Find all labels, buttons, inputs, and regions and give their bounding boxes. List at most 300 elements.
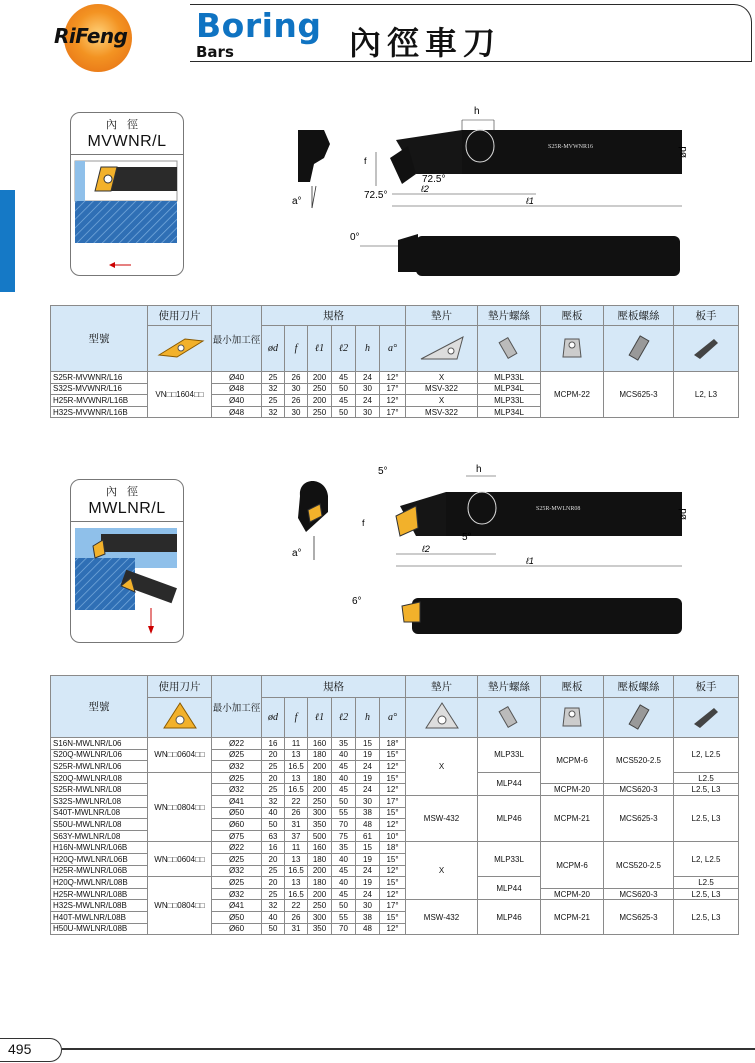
bar-body <box>446 492 682 536</box>
spec-cell: 32 <box>262 383 285 395</box>
spec-cell: 13 <box>285 853 308 865</box>
spec-cell: MSV-322 <box>406 406 478 418</box>
logo-text: RiFeng <box>54 24 128 48</box>
spec-cell: 24 <box>356 395 380 407</box>
spec-cell: Ø50 <box>212 807 262 819</box>
spec-cell: 50 <box>332 383 356 395</box>
spec-cell: MLP34L <box>478 406 541 418</box>
spec-cell: 40 <box>262 911 285 923</box>
boring-diagram-icon <box>71 155 184 273</box>
model-cell: H20Q-MWLNR/L06B <box>51 853 148 865</box>
boring-diagram-icon <box>71 522 184 640</box>
spec-cell: 200 <box>308 395 332 407</box>
table-row <box>51 842 739 854</box>
card-code: MVWNR/L <box>87 133 167 150</box>
clamp-cell: MCPM-22 <box>541 372 604 418</box>
spec-cell: 25 <box>262 761 285 773</box>
col-min-bore: 最小加工徑 <box>212 676 262 738</box>
spec-cell: 15° <box>380 749 406 761</box>
spec-cell: MLP33L <box>478 395 541 407</box>
spec-cell: 30 <box>356 406 380 418</box>
model-cell: H25R-MWLNR/L08B <box>51 888 148 900</box>
shim-icon <box>406 698 478 738</box>
spec-cell: 30 <box>285 406 308 418</box>
clamp-screw-cell: MCS625-3 <box>604 372 674 418</box>
spec-cell: 11 <box>285 842 308 854</box>
spec-cell: 16.5 <box>285 761 308 773</box>
spec-cell: 35 <box>332 842 356 854</box>
clamp-screw-cell: MCS625-3 <box>604 900 674 935</box>
spec-cell: 20 <box>262 877 285 889</box>
spec-cell: 25 <box>262 372 285 384</box>
clamp-cell: MCPM-6 <box>541 842 604 888</box>
col-shim-screw: 墊片螺絲 <box>478 676 541 698</box>
spec-cell: 15° <box>380 911 406 923</box>
col-clamp-screw: 壓板螺絲 <box>604 676 674 698</box>
spec-cell: 11 <box>285 738 308 750</box>
model-cell: H25R-MWLNR/L06B <box>51 865 148 877</box>
spec-cell: 18° <box>380 738 406 750</box>
model-cell: H32S-MWLNR/L08B <box>51 900 148 912</box>
shim-screw-cell: MLP44 <box>478 877 541 900</box>
title-sub: Bars <box>196 43 234 61</box>
spec-cell: 17° <box>380 383 406 395</box>
spec-cell: 12° <box>380 819 406 831</box>
spec-cell: 70 <box>332 819 356 831</box>
spec-cell: 20 <box>262 772 285 784</box>
spec-cell: 200 <box>308 888 332 900</box>
sym-d: ød <box>262 698 285 738</box>
angle-a-label: a° <box>292 548 302 559</box>
spec-cell: 12° <box>380 865 406 877</box>
dim-h-label: h <box>474 106 480 117</box>
section-tab <box>0 190 15 292</box>
mvwnr-card <box>70 112 184 276</box>
spec-cell: 50 <box>262 923 285 935</box>
wrench-cell: L2.5, L3 <box>674 795 739 841</box>
end-view-icon <box>298 481 328 560</box>
spec-cell: 160 <box>308 738 332 750</box>
dim-l1-label: ℓ1 <box>526 196 534 206</box>
col-spec: 規格 <box>262 306 406 326</box>
spec-cell: Ø60 <box>212 923 262 935</box>
spec-cell: 17° <box>380 406 406 418</box>
sym-l1: ℓ1 <box>308 326 332 372</box>
spec-cell: 30 <box>356 900 380 912</box>
clamp-cell: MCPM-21 <box>541 795 604 841</box>
spec-cell: 37 <box>285 830 308 842</box>
col-spec: 規格 <box>262 676 406 698</box>
spec-cell: 50 <box>332 406 356 418</box>
spec-cell: 40 <box>262 807 285 819</box>
spec-cell: Ø40 <box>212 372 262 384</box>
shim-cell: X <box>406 842 478 900</box>
mwlnr-card <box>70 479 184 643</box>
spec-cell: Ø22 <box>212 842 262 854</box>
angle-zero-label: 0° <box>350 232 360 243</box>
spec-cell: 75 <box>332 830 356 842</box>
spec-cell: 45 <box>332 372 356 384</box>
model-cell: H20Q-MWLNR/L08B <box>51 877 148 889</box>
spec-cell: Ø25 <box>212 772 262 784</box>
spec-cell: 40 <box>332 853 356 865</box>
spec-cell: 19 <box>356 877 380 889</box>
sym-l1: ℓ1 <box>308 698 332 738</box>
col-insert: 使用刀片 <box>148 306 212 326</box>
clamp-cell: MCPM-21 <box>541 900 604 935</box>
spec-cell: 24 <box>356 784 380 796</box>
model-cell: S20Q-MWLNR/L08 <box>51 772 148 784</box>
col-shim: 墊片 <box>406 676 478 698</box>
clamp-screw-icon <box>604 698 674 738</box>
dim-h-label: h <box>476 464 482 475</box>
model-cell: H16N-MWLNR/L06B <box>51 842 148 854</box>
model-cell: S25R-MVWNR/L16 <box>51 372 148 384</box>
angle1-label: 5° <box>378 466 388 477</box>
sym-f: f <box>285 698 308 738</box>
spec-cell: 55 <box>332 911 356 923</box>
spec-cell: 200 <box>308 372 332 384</box>
clamp-screw-icon <box>604 326 674 372</box>
spec-cell: 22 <box>285 900 308 912</box>
model-cell: S16N-MWLNR/L06 <box>51 738 148 750</box>
wrench-cell: L2, L2.5 <box>674 842 739 877</box>
col-min-bore: 最小加工徑 <box>212 306 262 372</box>
spec-cell: 30 <box>356 795 380 807</box>
spec-cell: 40 <box>332 772 356 784</box>
spec-cell: 180 <box>308 749 332 761</box>
spec-cell: 12° <box>380 923 406 935</box>
spec-cell: 20 <box>262 853 285 865</box>
spec-cell: Ø25 <box>212 749 262 761</box>
spec-cell: 200 <box>308 761 332 773</box>
spec-cell: 13 <box>285 877 308 889</box>
spec-cell: X <box>406 372 478 384</box>
spec-cell: Ø32 <box>212 888 262 900</box>
spec-cell: 48 <box>356 923 380 935</box>
wrench-icon <box>674 326 739 372</box>
spec-cell: 25 <box>262 888 285 900</box>
spec-cell: 45 <box>332 888 356 900</box>
spec-cell: Ø32 <box>212 865 262 877</box>
spec-cell: 12° <box>380 888 406 900</box>
spec-cell: 10° <box>380 830 406 842</box>
spec-cell: 250 <box>308 795 332 807</box>
model-cell: S32S-MWLNR/L08 <box>51 795 148 807</box>
shim-screw-cell: MLP46 <box>478 795 541 841</box>
shim-screw-cell: MLP46 <box>478 900 541 935</box>
col-clamp-screw: 壓板螺絲 <box>604 306 674 326</box>
spec-cell: 70 <box>332 923 356 935</box>
model-cell: H25R-MVWNR/L16B <box>51 395 148 407</box>
model-cell: S20Q-MWLNR/L06 <box>51 749 148 761</box>
spec-cell: 180 <box>308 877 332 889</box>
spec-cell: MLP33L <box>478 372 541 384</box>
model-cell: S32S-MVWNR/L16 <box>51 383 148 395</box>
clamp-screw-cell: MCS620-3 <box>604 784 674 796</box>
spec-cell: 500 <box>308 830 332 842</box>
card-header <box>71 113 183 155</box>
spec-cell: Ø50 <box>212 911 262 923</box>
bar-engraving: S25R-MVWNR16 <box>548 144 594 150</box>
clamp-icon <box>541 698 604 738</box>
card-code: MWLNR/L <box>88 500 166 517</box>
spec-cell: Ø22 <box>212 738 262 750</box>
spec-cell: 300 <box>308 807 332 819</box>
wrench-cell: L2, L2.5 <box>674 738 739 773</box>
spec-cell: 250 <box>308 900 332 912</box>
clamp-screw-cell: MCS625-3 <box>604 795 674 841</box>
spec-cell: 15° <box>380 877 406 889</box>
spec-cell: 45 <box>332 395 356 407</box>
table-row <box>51 372 739 384</box>
clamp-cell: MCPM-20 <box>541 784 604 796</box>
shim-screw-cell: MLP33L <box>478 842 541 877</box>
spec-cell: Ø60 <box>212 819 262 831</box>
spec-cell: 22 <box>285 795 308 807</box>
title-en: Boring <box>196 6 322 45</box>
page-number: 495 <box>0 1038 62 1062</box>
angle2-label: 5° <box>462 532 472 543</box>
spec-cell: Ø32 <box>212 761 262 773</box>
clamp-screw-cell: MCS620-3 <box>604 888 674 900</box>
mwlnr-spec-table <box>50 675 739 935</box>
shim-screw-cell: MLP33L <box>478 738 541 773</box>
sym-d: ød <box>262 326 285 372</box>
col-wrench: 板手 <box>674 676 739 698</box>
insert-icon <box>148 326 212 372</box>
footer-rule <box>62 1048 755 1050</box>
col-model: 型號 <box>51 676 148 738</box>
mvwnr-drawing <box>286 100 706 290</box>
col-clamp: 壓板 <box>541 306 604 326</box>
card-header <box>71 480 183 522</box>
spec-cell: 200 <box>308 865 332 877</box>
dim-d-label: ød <box>678 508 689 520</box>
angle-a-label: a° <box>292 196 302 207</box>
insert-cell: WN□□0804□□ <box>148 877 212 935</box>
col-wrench: 板手 <box>674 306 739 326</box>
model-cell: S25R-MWLNR/L06 <box>51 761 148 773</box>
sym-l2: ℓ2 <box>332 326 356 372</box>
wrench-cell: L2, L3 <box>674 372 739 418</box>
spec-cell: 35 <box>332 738 356 750</box>
spec-cell: MSV-322 <box>406 383 478 395</box>
wrench-cell: L2.5 <box>674 877 739 889</box>
spec-cell: Ø48 <box>212 383 262 395</box>
spec-cell: Ø40 <box>212 395 262 407</box>
shim-screw-icon <box>478 698 541 738</box>
clamp-icon <box>541 326 604 372</box>
spec-cell: 15° <box>380 807 406 819</box>
spec-cell: 32 <box>262 406 285 418</box>
bar-side-view <box>412 598 682 634</box>
model-cell: S25R-MWLNR/L08 <box>51 784 148 796</box>
clamp-cell: MCPM-6 <box>541 738 604 784</box>
sym-h: h <box>356 698 380 738</box>
spec-cell: 17° <box>380 795 406 807</box>
spec-cell: 30 <box>356 383 380 395</box>
shim-cell: MSW-432 <box>406 900 478 935</box>
spec-cell: 38 <box>356 807 380 819</box>
spec-cell: 180 <box>308 853 332 865</box>
spec-cell: 25 <box>262 395 285 407</box>
spec-cell: 350 <box>308 819 332 831</box>
wrench-cell: L2.5 <box>674 772 739 784</box>
spec-cell: 300 <box>308 911 332 923</box>
spec-cell: 55 <box>332 807 356 819</box>
spec-cell: 16.5 <box>285 865 308 877</box>
spec-cell: 24 <box>356 865 380 877</box>
spec-cell: Ø41 <box>212 900 262 912</box>
dim-f-label: f <box>364 156 367 166</box>
dim-d-label: ød <box>678 146 689 158</box>
shim-icon <box>406 326 478 372</box>
rifeng-logo <box>54 4 150 70</box>
spec-cell: Ø25 <box>212 853 262 865</box>
end-view-icon <box>298 130 330 208</box>
spec-cell: 160 <box>308 842 332 854</box>
spec-cell: 24 <box>356 761 380 773</box>
shim-cell: X <box>406 738 478 796</box>
spec-cell: 25 <box>262 784 285 796</box>
spec-cell: 50 <box>332 795 356 807</box>
sym-a: a° <box>380 326 406 372</box>
col-shim-screw: 墊片螺絲 <box>478 306 541 326</box>
spec-cell: 13 <box>285 772 308 784</box>
spec-cell: 180 <box>308 772 332 784</box>
spec-cell: 15° <box>380 853 406 865</box>
spec-cell: Ø75 <box>212 830 262 842</box>
shim-screw-cell: MLP44 <box>478 772 541 795</box>
spec-cell: 45 <box>332 865 356 877</box>
card-zh: 內徑 <box>106 118 148 131</box>
dim-l1-label: ℓ1 <box>526 556 534 566</box>
spec-cell: 13 <box>285 749 308 761</box>
spec-cell: 26 <box>285 372 308 384</box>
spec-cell: 12° <box>380 372 406 384</box>
model-cell: S50U-MWLNR/L08 <box>51 819 148 831</box>
spec-cell: Ø32 <box>212 784 262 796</box>
col-shim: 墊片 <box>406 306 478 326</box>
spec-cell: 50 <box>262 819 285 831</box>
col-insert: 使用刀片 <box>148 676 212 698</box>
spec-cell: 20 <box>262 749 285 761</box>
dim-l2-label: ℓ2 <box>422 544 430 554</box>
spec-cell: 31 <box>285 819 308 831</box>
spec-cell: 26 <box>285 395 308 407</box>
spec-cell: 350 <box>308 923 332 935</box>
spec-cell: 12° <box>380 761 406 773</box>
spec-cell: 50 <box>332 900 356 912</box>
insert-cell: WN□□0604□□ <box>148 738 212 773</box>
sym-a: a° <box>380 698 406 738</box>
spec-cell: MLP34L <box>478 383 541 395</box>
spec-cell: 12° <box>380 784 406 796</box>
spec-cell: 31 <box>285 923 308 935</box>
model-cell: H50U-MWLNR/L08B <box>51 923 148 935</box>
spec-cell: 16.5 <box>285 888 308 900</box>
model-cell: S40T-MWLNR/L08 <box>51 807 148 819</box>
insert-cell: VN□□1604□□ <box>148 372 212 418</box>
angle-six-label: 6° <box>352 596 362 607</box>
model-cell: H40T-MWLNR/L08B <box>51 911 148 923</box>
spec-cell: 19 <box>356 853 380 865</box>
model-cell: S63Y-MWLNR/L08 <box>51 830 148 842</box>
wrench-icon <box>674 698 739 738</box>
mwlnr-drawing <box>286 462 706 642</box>
dim-f-label: f <box>362 518 365 528</box>
spec-cell: 45 <box>332 761 356 773</box>
insert-cell: WN□□0804□□ <box>148 772 212 842</box>
spec-cell: 24 <box>356 888 380 900</box>
spec-cell: 61 <box>356 830 380 842</box>
bar-engraving: S25R-MWLNR08 <box>536 506 581 512</box>
spec-cell: 18° <box>380 842 406 854</box>
sym-l2: ℓ2 <box>332 698 356 738</box>
wrench-cell: L2.5, L3 <box>674 900 739 935</box>
spec-cell: 38 <box>356 911 380 923</box>
sym-f: f <box>285 326 308 372</box>
spec-cell: 26 <box>285 911 308 923</box>
bar-body <box>462 130 682 174</box>
spec-cell: 30 <box>285 383 308 395</box>
spec-cell: 25 <box>262 865 285 877</box>
model-cell: H32S-MVWNR/L16B <box>51 406 148 418</box>
table-row <box>51 738 739 750</box>
wrench-cell: L2.5, L3 <box>674 784 739 796</box>
spec-cell: 45 <box>332 784 356 796</box>
col-model: 型號 <box>51 306 148 372</box>
insert-icon <box>148 698 212 738</box>
spec-cell: Ø48 <box>212 406 262 418</box>
spec-cell: 15 <box>356 738 380 750</box>
bar-side-view <box>416 236 680 276</box>
clamp-screw-cell: MCS520-2.5 <box>604 842 674 888</box>
sym-h: h <box>356 326 380 372</box>
spec-cell: 19 <box>356 749 380 761</box>
shim-screw-icon <box>478 326 541 372</box>
spec-cell: 15° <box>380 772 406 784</box>
spec-cell: 19 <box>356 772 380 784</box>
spec-cell: 16 <box>262 842 285 854</box>
insert-cell: WN□□0604□□ <box>148 842 212 877</box>
spec-cell: 26 <box>285 807 308 819</box>
spec-cell: 48 <box>356 819 380 831</box>
spec-cell: 40 <box>332 877 356 889</box>
mvwnr-spec-table <box>50 305 739 418</box>
wrench-cell: L2.5, L3 <box>674 888 739 900</box>
spec-cell: 63 <box>262 830 285 842</box>
shim-cell: MSW-432 <box>406 795 478 841</box>
spec-cell: 24 <box>356 372 380 384</box>
spec-cell: 200 <box>308 784 332 796</box>
spec-cell: X <box>406 395 478 407</box>
spec-cell: 15 <box>356 842 380 854</box>
spec-cell: 12° <box>380 395 406 407</box>
dim-l2-label: ℓ2 <box>421 184 429 194</box>
spec-cell: Ø25 <box>212 877 262 889</box>
angle1-label: 72.5° <box>422 174 446 185</box>
spec-cell: 32 <box>262 795 285 807</box>
spec-cell: 16.5 <box>285 784 308 796</box>
spec-cell: 32 <box>262 900 285 912</box>
clamp-cell: MCPM-20 <box>541 888 604 900</box>
title-zh: 內徑車刀 <box>349 24 502 62</box>
clamp-screw-cell: MCS520-2.5 <box>604 738 674 784</box>
card-zh: 內徑 <box>106 485 148 498</box>
spec-cell: 250 <box>308 383 332 395</box>
